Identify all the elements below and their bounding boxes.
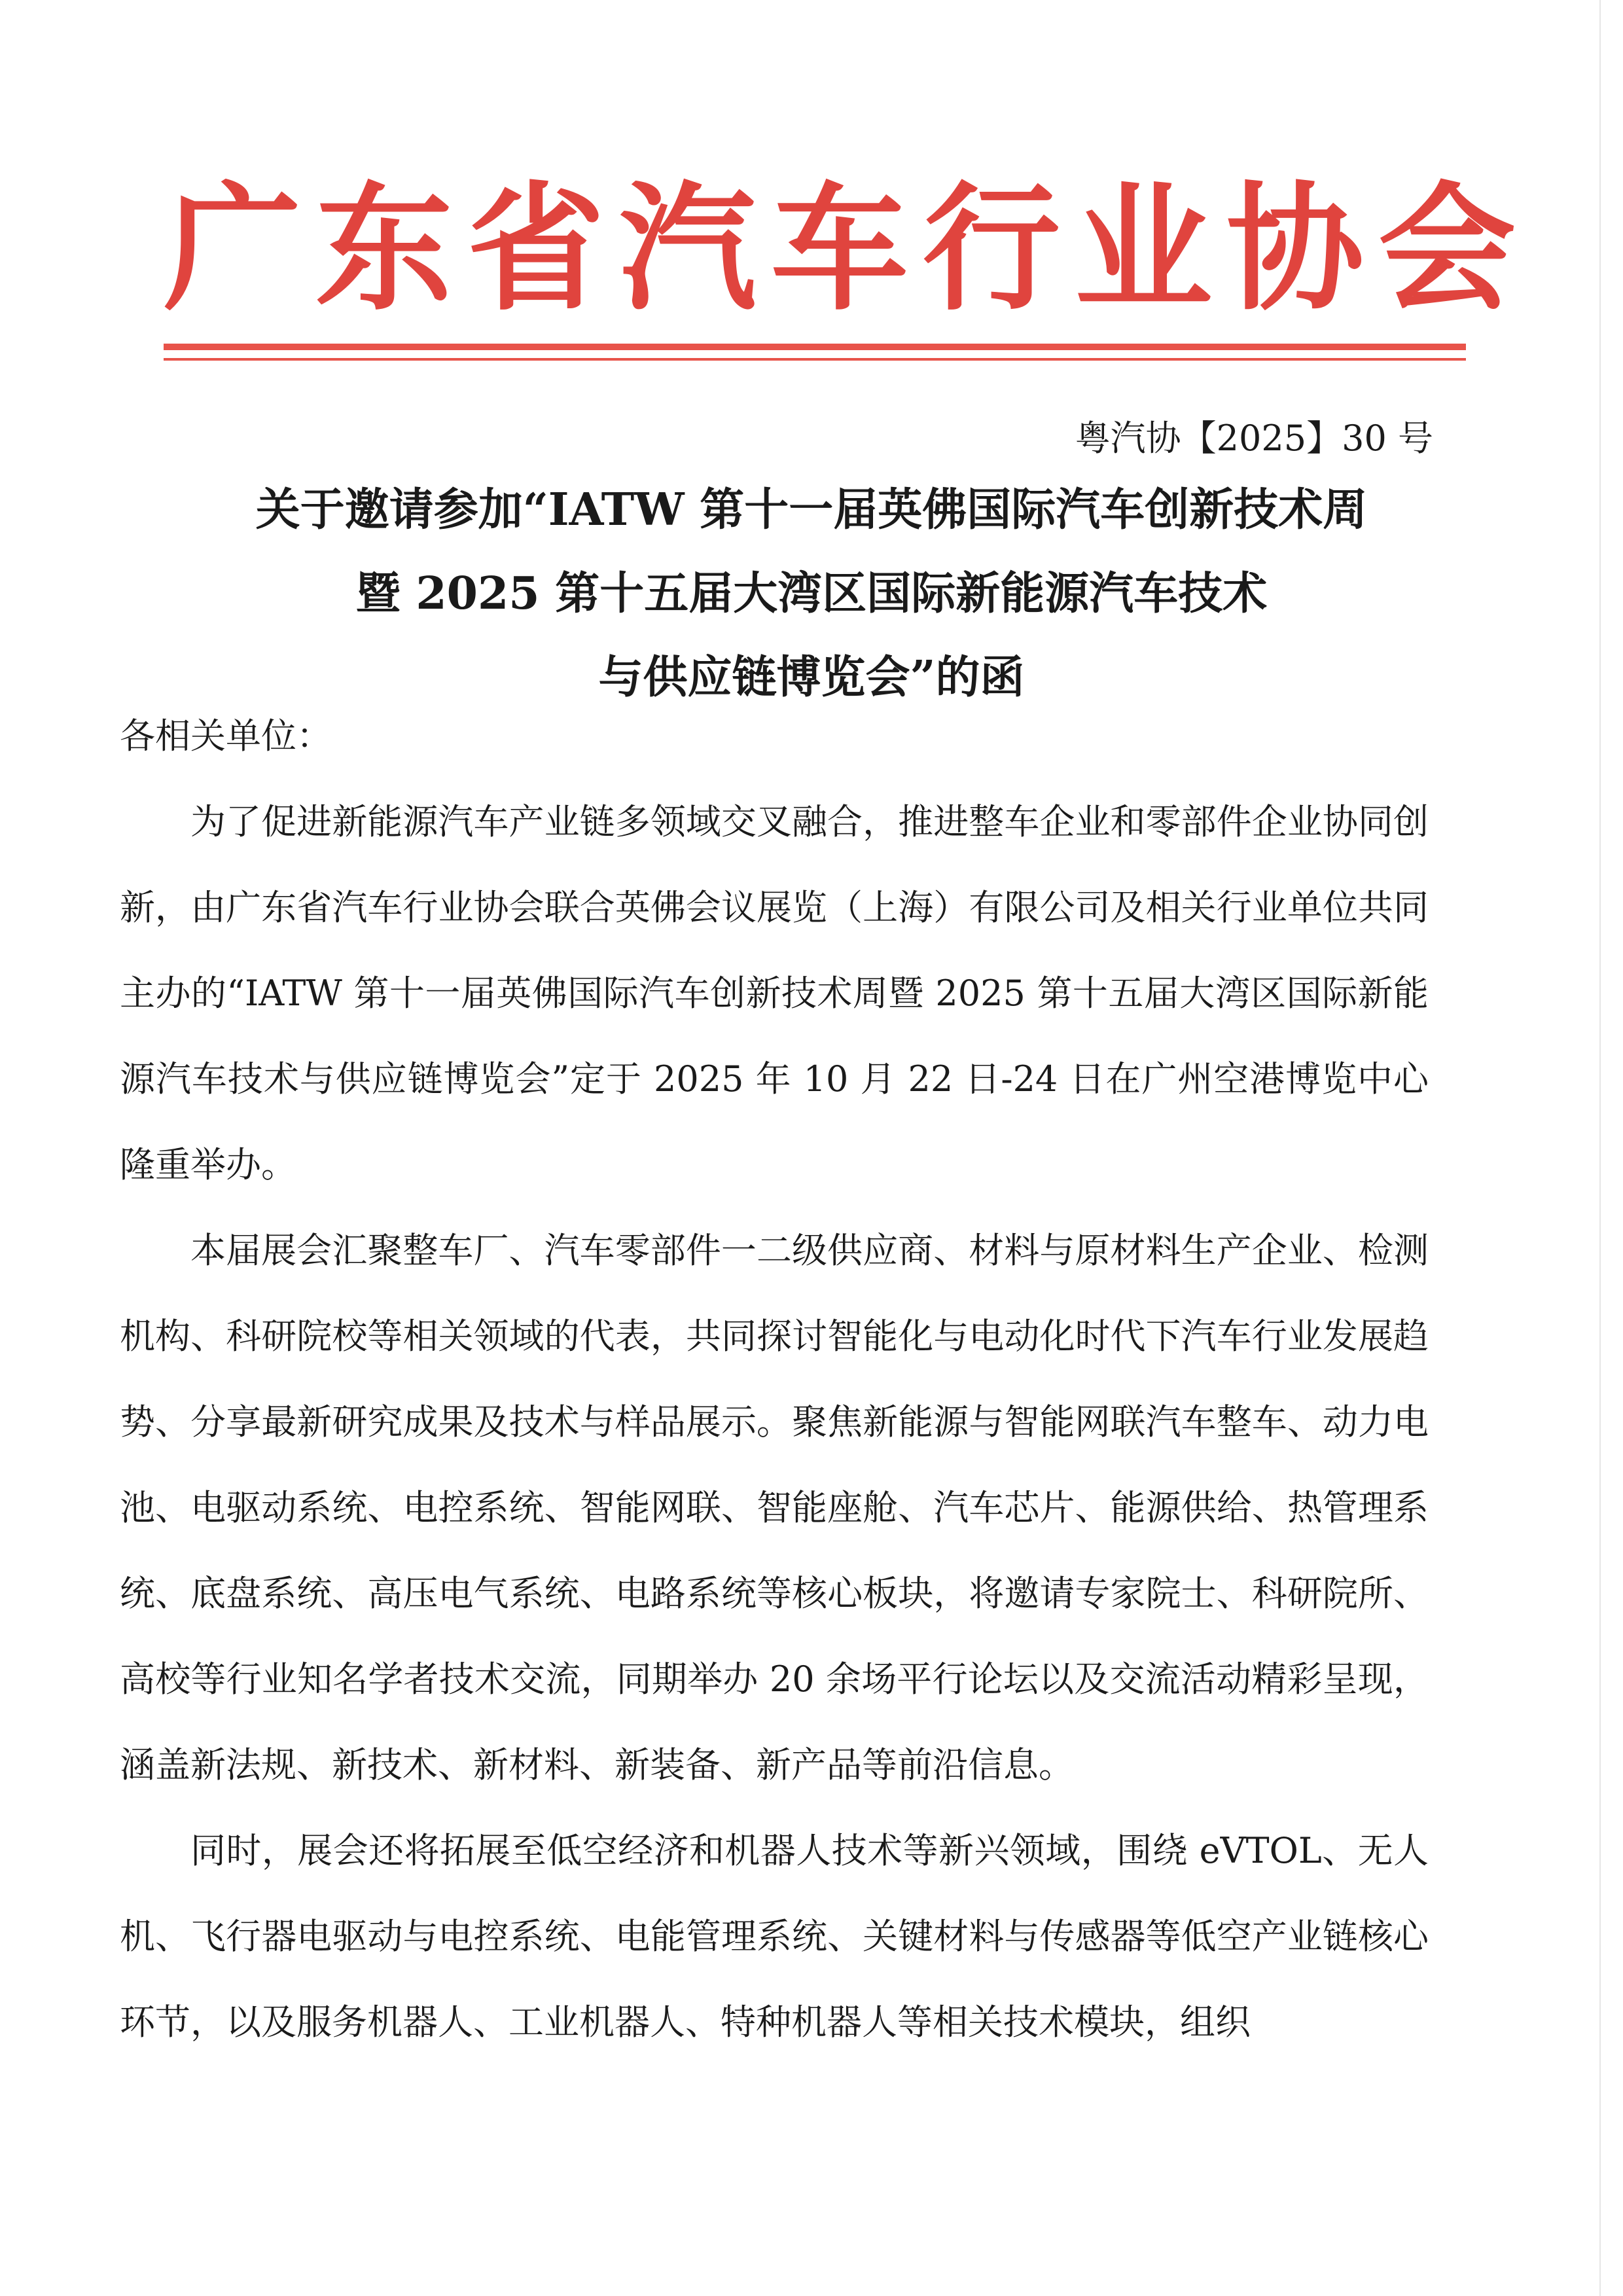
document-title	[196, 468, 1427, 719]
body-paragraph-2: 本届展会汇聚整车厂、汽车零部件一二级供应商、材料与原材料生产企业、检测机构、科研院校等相关领域的代表，共同探讨智能化与电动化时代下汽车行业发展趋势、分享最新研究成果及技术与样品展示。聚焦新能源与智能网联汽车整车、动力电池、电驱动系统、电控系统、智能网联、智能座舱、汽车芯片、能源供给、热管理系统、底盘系统、高压电气系统、电路系统等核心板块，将邀请专家院士、科研院所、高校等行业知名学者技术交流，同期举办 20 余场平行论坛以及交流活动精彩呈现，涵盖新法规、新技术、新材料、新装备、新产品等前沿信息。	[120, 1230, 1429, 1785]
body-paragraph-1: 为了促进新能源汽车产业链多领域交叉融合，推进整车企业和零部件企业协同创新，由广东省汽车行业协会联合英佛会议展览（上海）有限公司及相关行业单位共同主办的“IATW 第十一届英佛国际汽车创新技术周暨 2025 第十五届大湾区国际新能源汽车技术与供应链博览会”定于 2025 年 10 月 22 日-24 日在广州空港博览中心隆重举办。	[120, 801, 1429, 1185]
title-line-1: 关于邀请参加“IATW 第十一届英佛国际汽车创新技术周	[255, 484, 1368, 536]
document-number: 粤汽协【2025】30 号	[1075, 418, 1433, 459]
letterhead-rule-thin	[164, 358, 1466, 361]
title-line-2: 暨 2025 第十五届大湾区国际新能源汽车技术	[355, 567, 1268, 620]
letterhead-org-name: 广东省汽车行业协会	[164, 168, 1531, 329]
letter-body	[120, 779, 1429, 2065]
body-paragraph-3: 同时，展会还将拓展至低空经济和机器人技术等新兴领域，围绕 eVTOL、无人机、飞行器电驱动与电控系统、电能管理系统、关键材料与传感器等低空产业链核心环节，以及服务机器人、工业机器人、特种机器人等相关技术模块，组织	[120, 1830, 1429, 2043]
salutation: 各相关单位：	[120, 715, 332, 757]
title-line-3: 与供应链博览会”的函	[598, 651, 1025, 704]
letterhead-rule-thick	[164, 344, 1466, 350]
scan-edge-line	[1599, 0, 1601, 2296]
